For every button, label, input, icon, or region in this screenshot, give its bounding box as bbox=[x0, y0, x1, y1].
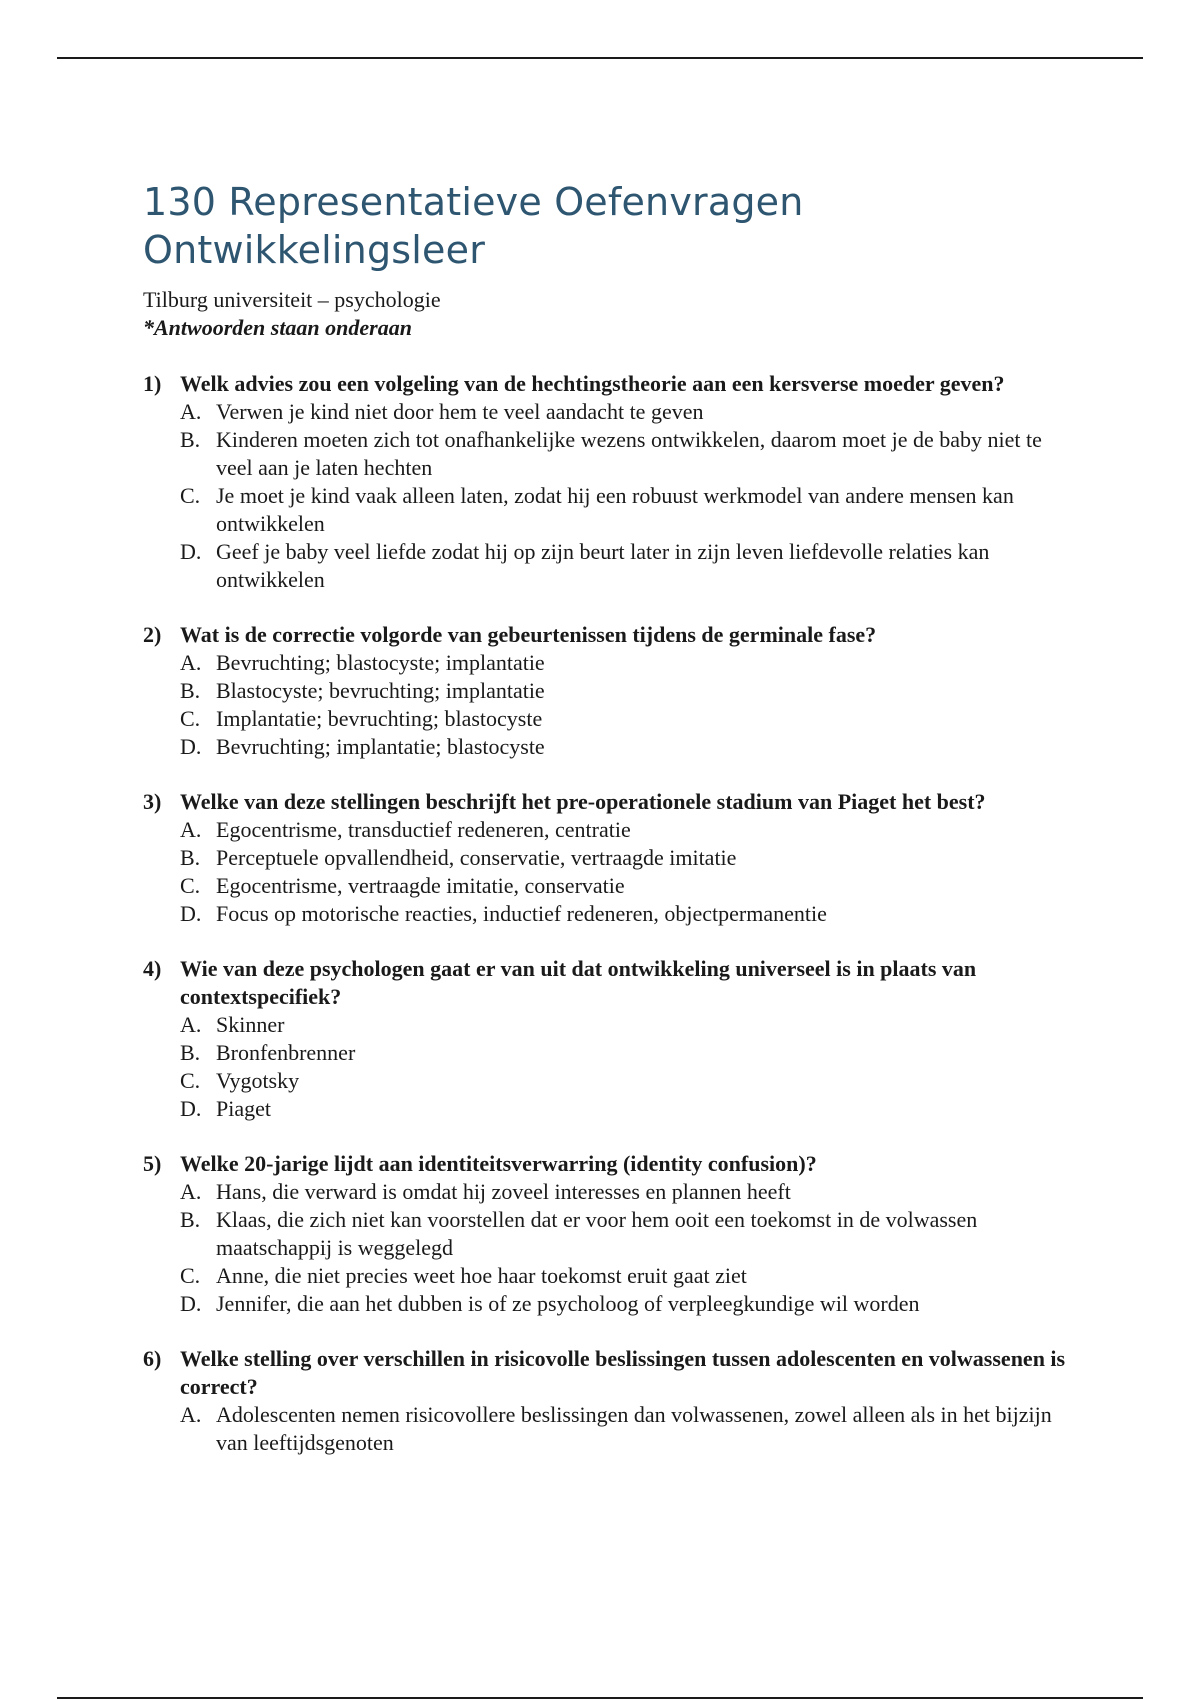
option-text: Perceptuele opvallendheid, conservatie, vertraagde imitatie bbox=[216, 845, 737, 870]
question-number: 2) bbox=[143, 622, 162, 647]
option-letter: B. bbox=[180, 427, 201, 452]
option-text: Focus op motorische reacties, inductief redeneren, objectpermanentie bbox=[216, 901, 827, 926]
option-text: Klaas, die zich niet kan voorstellen dat er voor hem ooit een toekomst in de volwassen maatschappij is weggelegd bbox=[216, 1207, 978, 1260]
option-letter: C. bbox=[180, 873, 201, 898]
option-list bbox=[180, 1178, 1073, 1318]
option-text: Je moet je kind vaak alleen laten, zodat hij een robuust werkmodel van andere mensen kan ontwikkelen bbox=[216, 483, 1014, 536]
option-letter: B. bbox=[180, 678, 201, 703]
option-letter: B. bbox=[180, 1040, 201, 1065]
document-subtitle: Tilburg universiteit – psychologie bbox=[143, 287, 441, 312]
option-letter: D. bbox=[180, 1291, 202, 1316]
title-line-2: Ontwikkelingsleer bbox=[143, 228, 486, 272]
title-line-1: 130 Representatieve Oefenvragen bbox=[143, 180, 804, 224]
question-text: Welk advies zou een volgeling van de hechtingstheorie aan een kersverse moeder geven? bbox=[180, 371, 1005, 396]
question-list bbox=[143, 370, 1073, 1457]
question-number: 6) bbox=[143, 1346, 162, 1371]
option-letter: A. bbox=[180, 399, 202, 424]
option-letter: B. bbox=[180, 845, 201, 870]
option-text: Kinderen moeten zich tot onafhankelijke wezens ontwikkelen, daarom moet je de baby niet te veel aan je laten hechten bbox=[216, 427, 1042, 480]
top-rule bbox=[57, 57, 1143, 59]
option-text: Geef je baby veel liefde zodat hij op zijn beurt later in zijn leven liefdevolle relaties kan ontwikkelen bbox=[216, 539, 990, 592]
option-list bbox=[180, 1011, 1073, 1123]
option-text: Egocentrisme, vertraagde imitatie, conservatie bbox=[216, 873, 625, 898]
option-text: Vygotsky bbox=[216, 1068, 300, 1093]
option-text: Skinner bbox=[216, 1012, 285, 1037]
option-list bbox=[180, 649, 1073, 761]
option-letter: C. bbox=[180, 1263, 201, 1288]
option-list bbox=[180, 1401, 1073, 1457]
question-item bbox=[143, 955, 1073, 1123]
answer-option bbox=[180, 398, 1073, 426]
question-number: 3) bbox=[143, 789, 162, 814]
option-letter: A. bbox=[180, 1012, 202, 1037]
question-text: Welke 20-jarige lijdt aan identiteitsverwarring (identity confusion)? bbox=[180, 1151, 817, 1176]
document-title bbox=[143, 178, 1073, 274]
option-text: Verwen je kind niet door hem te veel aandacht te geven bbox=[216, 399, 704, 424]
question-item bbox=[143, 1150, 1073, 1318]
answer-option bbox=[180, 705, 1073, 733]
option-text: Hans, die verward is omdat hij zoveel interesses en plannen heeft bbox=[216, 1179, 791, 1204]
question-number: 1) bbox=[143, 371, 162, 396]
answer-option bbox=[180, 733, 1073, 761]
option-letter: A. bbox=[180, 817, 202, 842]
answer-option bbox=[180, 844, 1073, 872]
option-letter: A. bbox=[180, 1402, 202, 1427]
document-body bbox=[143, 178, 1073, 1484]
option-text: Implantatie; bevruchting; blastocyste bbox=[216, 706, 543, 731]
option-text: Bevruchting; blastocyste; implantatie bbox=[216, 650, 545, 675]
answer-option bbox=[180, 1095, 1073, 1123]
answer-option bbox=[180, 1039, 1073, 1067]
bottom-rule bbox=[57, 1697, 1143, 1699]
answer-option bbox=[180, 1206, 1073, 1262]
option-letter: C. bbox=[180, 1068, 201, 1093]
answer-option bbox=[180, 1067, 1073, 1095]
question-number: 4) bbox=[143, 956, 162, 981]
option-text: Anne, die niet precies weet hoe haar toekomst eruit gaat ziet bbox=[216, 1263, 747, 1288]
option-letter: D. bbox=[180, 901, 202, 926]
question-text: Wat is de correctie volgorde van gebeurtenissen tijdens de germinale fase? bbox=[180, 622, 877, 647]
answer-option bbox=[180, 1401, 1073, 1457]
answer-option bbox=[180, 816, 1073, 844]
option-list bbox=[180, 816, 1073, 928]
answer-option bbox=[180, 426, 1073, 482]
option-letter: C. bbox=[180, 706, 201, 731]
question-number: 5) bbox=[143, 1151, 162, 1176]
question-text: Welke van deze stellingen beschrijft het pre-operationele stadium van Piaget het best? bbox=[180, 789, 986, 814]
option-text: Jennifer, die aan het dubben is of ze psycholoog of verpleegkundige wil worden bbox=[216, 1291, 920, 1316]
option-text: Egocentrisme, transductief redeneren, centratie bbox=[216, 817, 631, 842]
answer-option bbox=[180, 900, 1073, 928]
option-letter: C. bbox=[180, 483, 201, 508]
question-item bbox=[143, 1345, 1073, 1457]
question-item bbox=[143, 621, 1073, 761]
answer-option bbox=[180, 1290, 1073, 1318]
question-text: Wie van deze psychologen gaat er van uit dat ontwikkeling universeel is in plaats van contextspecifiek? bbox=[180, 956, 977, 1009]
option-letter: D. bbox=[180, 734, 202, 759]
option-text: Blastocyste; bevruchting; implantatie bbox=[216, 678, 545, 703]
option-text: Adolescenten nemen risicovollere beslissingen dan volwassenen, zowel alleen als in het bijzijn van leeftijdsgenoten bbox=[216, 1402, 1052, 1455]
answer-option bbox=[180, 1011, 1073, 1039]
option-list bbox=[180, 398, 1073, 594]
option-letter: D. bbox=[180, 1096, 202, 1121]
answer-option bbox=[180, 482, 1073, 538]
answer-option bbox=[180, 649, 1073, 677]
question-item bbox=[143, 370, 1073, 594]
option-letter: D. bbox=[180, 539, 202, 564]
question-text: Welke stelling over verschillen in risicovolle beslissingen tussen adolescenten en volwassenen is correct? bbox=[180, 1346, 1066, 1399]
question-item bbox=[143, 788, 1073, 928]
option-text: Bronfenbrenner bbox=[216, 1040, 356, 1065]
answer-option bbox=[180, 1178, 1073, 1206]
option-letter: B. bbox=[180, 1207, 201, 1232]
option-letter: A. bbox=[180, 1179, 202, 1204]
answer-option bbox=[180, 1262, 1073, 1290]
option-text: Piaget bbox=[216, 1096, 271, 1121]
option-text: Bevruchting; implantatie; blastocyste bbox=[216, 734, 545, 759]
answers-note: *Antwoorden staan onderaan bbox=[143, 315, 412, 340]
answer-option bbox=[180, 677, 1073, 705]
answer-option bbox=[180, 872, 1073, 900]
option-letter: A. bbox=[180, 650, 202, 675]
answer-option bbox=[180, 538, 1073, 594]
